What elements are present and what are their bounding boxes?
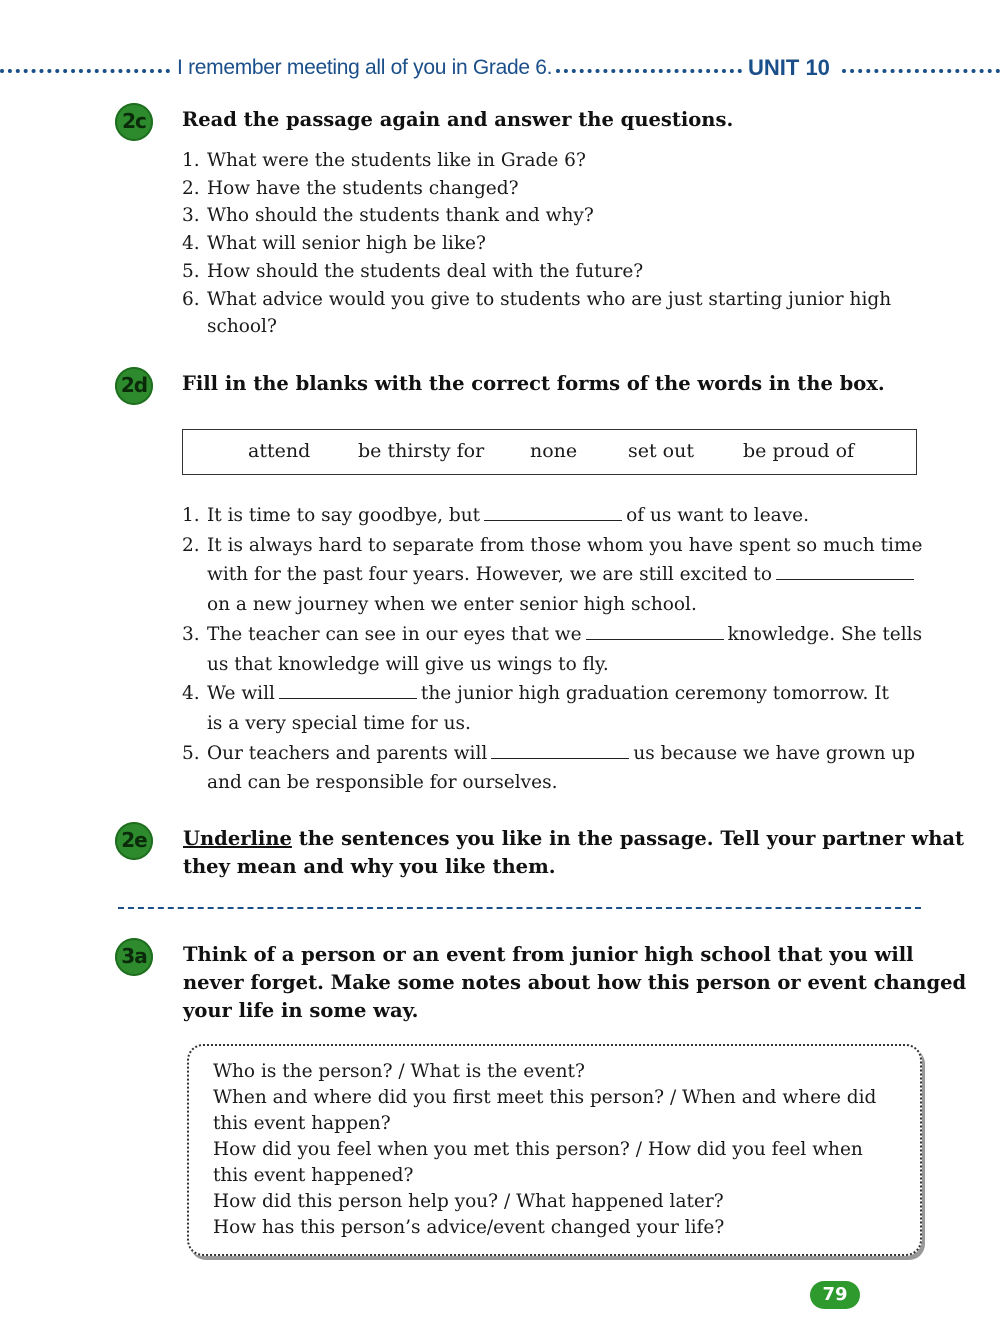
word-box-item: set out [628,440,694,462]
page-header [0,52,1000,88]
fill-item: 3. The teacher can see in our eyes that we knowledge. She tells [182,620,922,650]
page-number: 79 [810,1281,860,1309]
answer-blank[interactable] [491,740,629,759]
note-line: How did this person help you? / What happened later? [213,1191,724,1212]
fill-item: 5. Our teachers and parents will us because we have grown up [182,739,922,769]
instruction-2e: Underline the sentences you like in the passage. Tell your partner what they mean and why you like them. [183,827,965,878]
fill-item: 1. It is time to say goodbye, but of us want to leave. [182,501,922,531]
question-item: 2. How have the students changed? [182,177,519,199]
header-dots-middle [556,69,742,73]
question-item: 5. How should the students deal with the future? [182,260,644,282]
fill-in-list [182,501,922,798]
note-line: this event happen? [213,1113,391,1134]
header-dots-left [0,69,170,73]
fill-item-continuation: on a new journey when we enter senior high school. [207,594,697,616]
header-dots-right [842,69,1000,73]
fill-item: 2. It is always hard to separate from those whom you have spent so much time [182,534,923,556]
note-line: When and where did you first meet this person? / When and where did [213,1087,877,1108]
note-line: this event happened? [213,1165,414,1186]
word-box [182,429,917,475]
question-item: 3. Who should the students thank and why? [182,205,594,227]
question-item-continuation: school? [207,316,277,338]
question-list-2c [182,147,891,341]
note-line: How did you feel when you met this person? / How did you feel when [213,1139,863,1160]
section-divider [118,907,921,909]
header-title: I remember meeting all of you in Grade 6. [177,56,553,79]
fill-item-continuation: is a very special time for us. [207,712,471,734]
word-box-item: be thirsty for [358,440,485,462]
instruction-3a: Think of a person or an event from junior high school that you will never forget. Make some notes about how this person or event changed your life in some way. [183,943,967,1022]
section-badge-3a: 3a [115,938,153,976]
question-item: 6. What advice would you give to students who are just starting junior high [182,288,892,310]
unit-label: UNIT 10 [748,55,830,80]
note-line: Who is the person? / What is the event? [213,1061,585,1082]
question-item: 4. What will senior high be like? [182,233,486,255]
instruction-2d: Fill in the blanks with the correct forms of the words in the box. [182,372,885,395]
fill-item: 4. We will the junior high graduation ceremony tomorrow. It [182,679,922,709]
question-item: 1. What were the students like in Grade 6? [182,150,586,171]
word-box-item: attend [248,440,311,462]
answer-blank[interactable] [776,561,914,580]
section-badge-2d: 2d [115,367,153,405]
note-line: How has this person’s advice/event changed your life? [213,1217,725,1238]
section-badge-2e: 2e [115,822,153,860]
answer-blank[interactable] [586,621,724,640]
answer-blank[interactable] [484,502,622,521]
fill-item-continuation: us that knowledge will give us wings to fly. [207,653,609,675]
word-box-item: be proud of [743,440,855,462]
fill-item-continuation: and can be responsible for ourselves. [207,772,558,794]
notes-prompts [213,1059,876,1241]
answer-blank[interactable] [279,680,417,699]
word-box-item: none [530,440,578,462]
fill-item-continuation: with for the past four years. However, we are still excited to [182,560,922,590]
instruction-2c: Read the passage again and answer the questions. [182,108,734,131]
section-badge-2c: 2c [115,103,153,141]
